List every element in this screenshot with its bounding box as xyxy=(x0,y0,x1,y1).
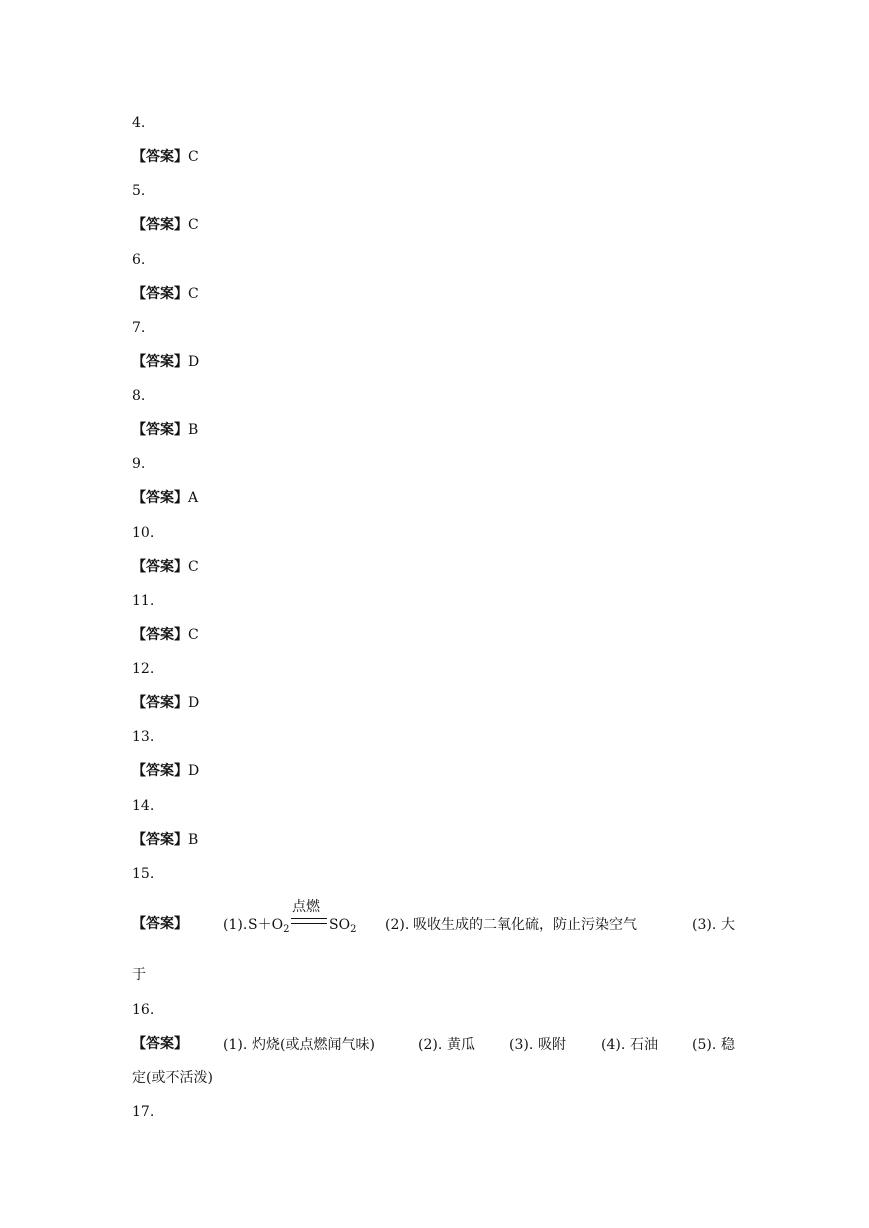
answer-label: 【答案】 xyxy=(132,354,188,370)
question-number: 12. xyxy=(132,661,155,677)
answer-label: 【答案】 xyxy=(132,559,188,575)
question-number: 5. xyxy=(132,183,146,199)
answer-value: C xyxy=(188,627,199,643)
question-number: 9. xyxy=(132,456,146,472)
answer-label: 【答案】 xyxy=(132,1036,188,1052)
answer-label: 【答案】 xyxy=(132,286,188,302)
part-number: (3). xyxy=(692,917,717,933)
answer-label: 【答案】 xyxy=(132,149,188,165)
answer-label: 【答案】 xyxy=(132,916,188,932)
answer-value: D xyxy=(188,763,200,779)
answer-value: B xyxy=(188,422,199,438)
question-number: 14. xyxy=(132,798,155,814)
answer-line xyxy=(132,762,199,780)
part-number: (1). xyxy=(223,1037,248,1053)
question-number: 13. xyxy=(132,729,155,745)
answer-text: 石油 xyxy=(630,1037,658,1053)
answer-line xyxy=(132,831,198,849)
part-number: (1). xyxy=(223,917,248,933)
answer-text: 大 xyxy=(721,917,735,933)
answer-text: 灼烧(或点燃闻气味) xyxy=(252,1037,375,1053)
answer-value: B xyxy=(188,832,199,848)
answer-text-continued: 于 xyxy=(132,967,146,983)
answer-label: 【答案】 xyxy=(132,490,188,506)
answer-value: A xyxy=(188,490,199,506)
answer-label: 【答案】 xyxy=(132,217,188,233)
answer-value: D xyxy=(188,354,200,370)
answer-line xyxy=(132,694,199,712)
equation-left: $S+O_2$ xyxy=(248,917,290,935)
answer-text: 稳 xyxy=(721,1037,735,1053)
question-number: 4. xyxy=(132,115,146,131)
answer-line xyxy=(132,558,199,576)
question-number: 7. xyxy=(132,320,146,336)
answer-label: 【答案】 xyxy=(132,832,188,848)
answer-value: C xyxy=(188,149,199,165)
question-number: 8. xyxy=(132,388,146,404)
answer-line xyxy=(132,285,199,303)
answer-value: C xyxy=(188,559,199,575)
question-number: 15. xyxy=(132,866,155,882)
equals-sign xyxy=(291,918,327,924)
question-number: 11. xyxy=(132,593,155,609)
answer-label: 【答案】 xyxy=(132,763,188,779)
answer-value: C xyxy=(188,286,199,302)
question-number: 17. xyxy=(132,1104,155,1120)
answer-label: 【答案】 xyxy=(132,422,188,438)
answer-text: 吸附 xyxy=(538,1037,566,1053)
answer-value: D xyxy=(188,695,200,711)
answer-label: 【答案】 xyxy=(132,695,188,711)
answer-value: C xyxy=(188,217,199,233)
part-number: (2). xyxy=(418,1037,443,1053)
part-number: (4). xyxy=(601,1037,626,1053)
part-number: (2). xyxy=(385,917,410,933)
question-number: 6. xyxy=(132,252,146,268)
answer-text: 黄瓜 xyxy=(447,1037,475,1053)
answer-label: 【答案】 xyxy=(132,627,188,643)
answer-line xyxy=(132,353,199,371)
answer-line xyxy=(132,421,198,439)
part-number: (3). xyxy=(509,1037,534,1053)
question-number: 16. xyxy=(132,1002,155,1018)
answer-text-continued: 定(或不活泼) xyxy=(132,1070,213,1086)
answer-text: 吸收生成的二氧化硫，防止污染空气 xyxy=(413,917,637,933)
answer-line xyxy=(132,148,199,166)
reaction-condition: 点燃 xyxy=(292,899,320,915)
answer-line xyxy=(132,626,199,644)
equation-right: $SO_2$ xyxy=(329,917,357,935)
answer-line xyxy=(132,216,199,234)
question-number: 10. xyxy=(132,525,155,541)
answer-line xyxy=(132,489,198,507)
part-number: (5). xyxy=(692,1037,717,1053)
